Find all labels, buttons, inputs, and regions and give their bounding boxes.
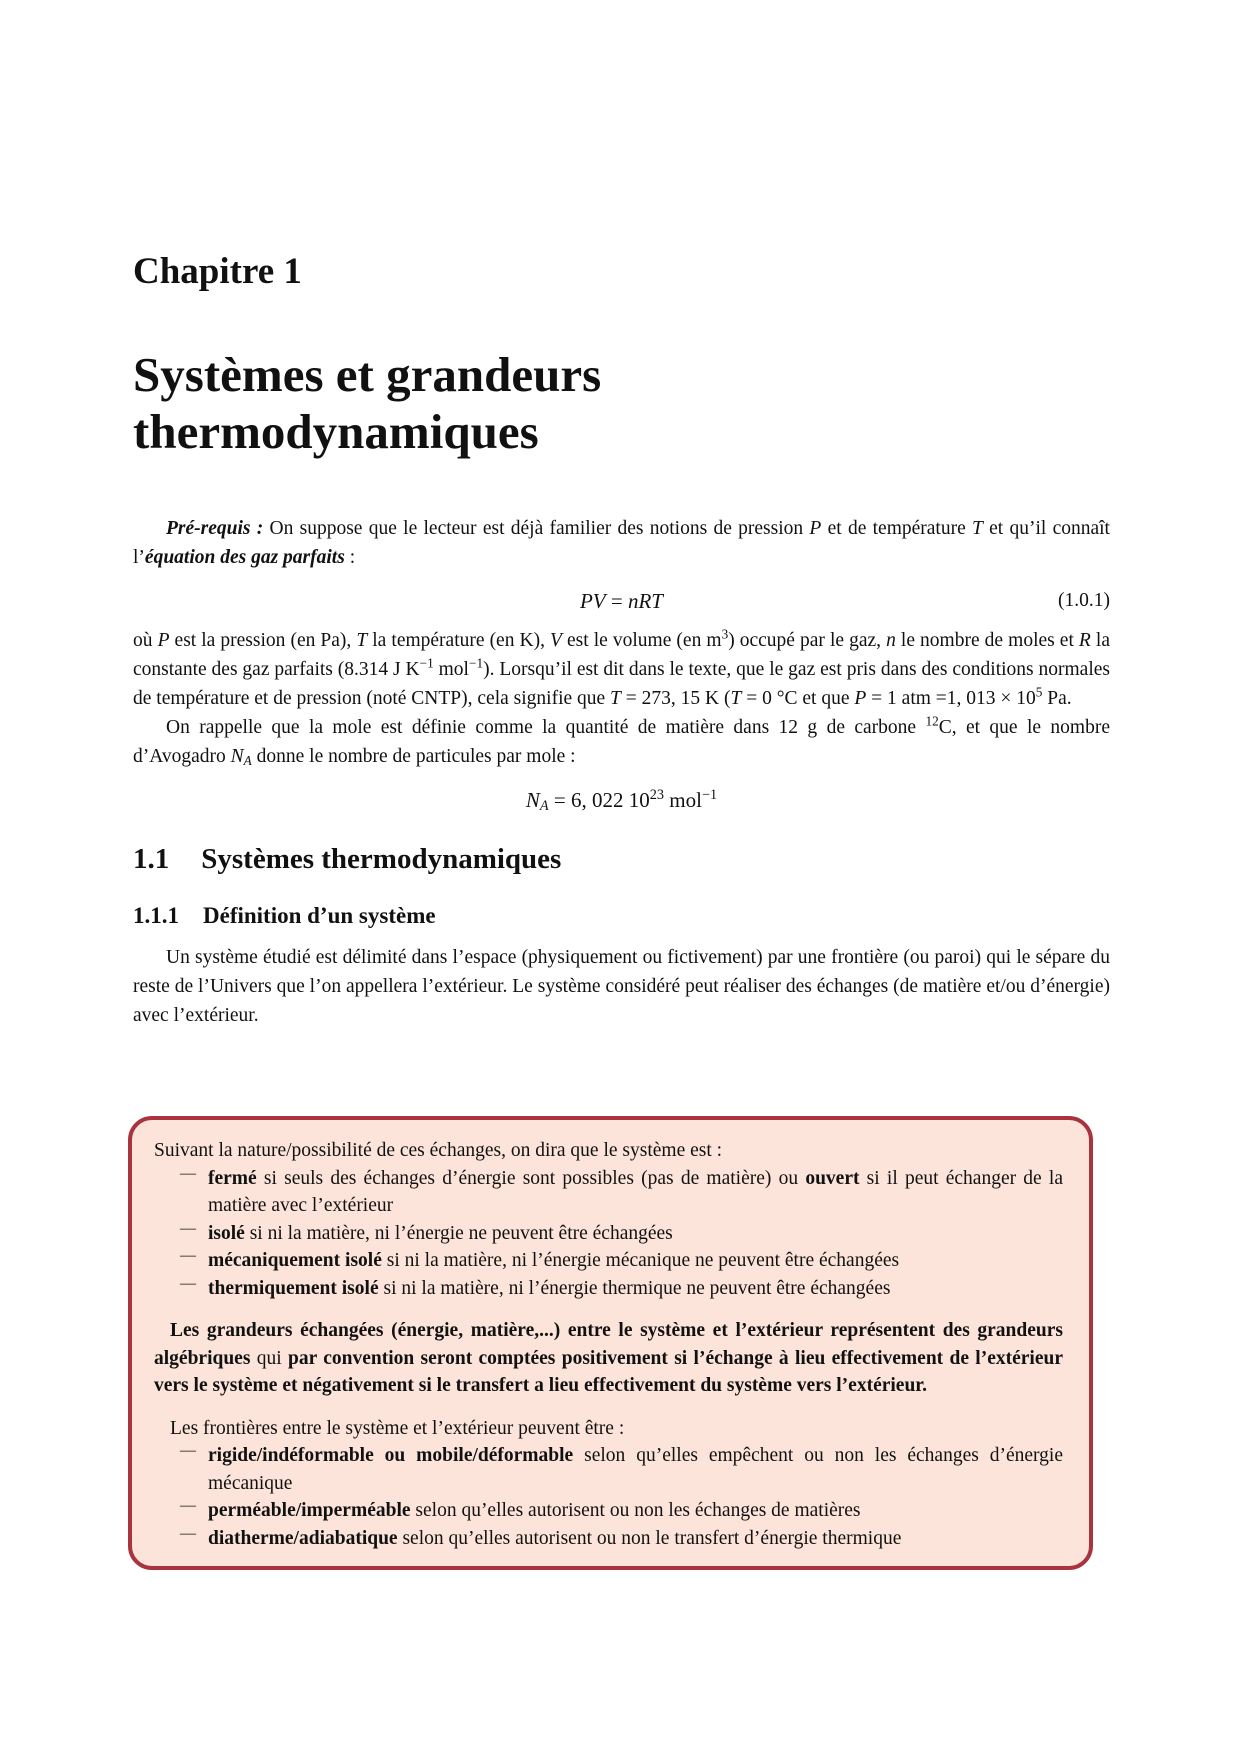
list-item-text: isolé si ni la matière, ni l’énergie ne peuvent être échangées (208, 1222, 673, 1244)
equation-avogadro (133, 785, 1110, 815)
box-frontieres-paragraph: Les frontières entre le système et l’extérieur peuvent être : (170, 1417, 625, 1439)
list-item-text: fermé si seuls des échanges d’énergie sont possibles (pas de matière) ou ouvert si il peut échanger de la matière avec l’extérieur (208, 1167, 1063, 1216)
subsection-number: 1.1.1 (133, 903, 179, 928)
box-list-exchanges (154, 1165, 1063, 1303)
list-item (154, 1247, 1063, 1275)
dash-marker: — (180, 1247, 196, 1264)
equation-avogadro-body: NA = 6, 022 $10^{23}$ mol$^{-1}$ (525, 787, 718, 815)
page-title-line2: thermodynamiques (133, 404, 539, 459)
subsection-title: Définition d’un système (203, 903, 436, 928)
equation-number: (1.0.1) (1058, 590, 1110, 611)
list-item (154, 1275, 1063, 1303)
info-box (128, 1116, 1093, 1570)
list-item-text: thermiquement isolé si ni la matière, ni l’énergie thermique ne peuvent être échangées (208, 1277, 891, 1299)
list-item (154, 1497, 1063, 1525)
dash-marker: — (180, 1524, 196, 1542)
definition-paragraph: Un système étudié est délimité dans l’espace (physiquement ou fictivement) par une frontière (ou paroi) qui le sépare du reste de l’Univers que l’on appellera l’extérieur. Le système considéré peut réaliser des échanges (de matière et/ou d’énergie) avec l’extérieur. (133, 947, 1110, 1026)
list-item (154, 1442, 1063, 1497)
equation-ideal-gas (133, 586, 1110, 616)
mole-paragraph: On rappelle que la mole est définie comme la quantité de matière dans 12 g de carbone $^{12}$C, et que le nombre d’Avogadro NA donne le nombre de particules par mole : (133, 713, 1110, 768)
dash-marker: — (180, 1219, 196, 1237)
dash-marker: — (180, 1164, 196, 1182)
page-title-line1: Systèmes et grandeurs (133, 347, 602, 402)
list-item (154, 1220, 1063, 1248)
section-number: 1.1 (133, 843, 170, 875)
box-intro-paragraph: Suivant la nature/possibilité de ces échanges, on dira que le système est : (154, 1140, 723, 1161)
section-heading-1-1 (133, 841, 1110, 877)
equation-ideal-gas-body: PV = nRT (579, 589, 663, 613)
section-title: Systèmes thermodynamiques (201, 843, 562, 875)
box-algebra-paragraph: Les grandeurs échangées (énergie, matière,...) entre le système et l’extérieur représentent des grandeurs algébriques qui par convention seront comptées positivement si l’échange à lieu effectivement de l’extérieur vers le système et négativement si le transfert a lieu effectivement du système vers l’extérieur. (154, 1320, 1063, 1396)
prerequis-paragraph: Pré-requis : On suppose que le lecteur est déjà familier des notions de pression P et de température T et qu’il connaît l’équation des gaz parfaits : (133, 518, 1110, 568)
page-title (133, 346, 1110, 460)
chapter-label: Chapitre 1 (133, 251, 302, 292)
list-item (154, 1525, 1063, 1553)
dash-marker: — (180, 1497, 196, 1514)
section-heading-1-1-1 (133, 901, 1110, 931)
dash-marker: — (180, 1442, 196, 1459)
gas-law-paragraph: où P est la pression (en Pa), T la température (en K), V est le volume (en $m^3$) occupé par le gaz, n le nombre de moles et R la constante des gaz parfaits (8.314 J $K^{-1}$ mol$^{-1}$). Lorsqu’il est dit dans le texte, que le gaz est pris dans des conditions normales de température et de pression (noté CNTP), cela signifie que T = 273, 15 K (T = 0 °C et que P = 1 atm =1, $013 \times 10^5$ Pa. (133, 626, 1111, 709)
box-list-frontiers (154, 1442, 1063, 1552)
list-item-text: diatherme/adiabatique selon qu’elles autorisent ou non le transfert d’énergie thermique (208, 1527, 902, 1549)
list-item-text: mécaniquement isolé si ni la matière, ni l’énergie mécanique ne peuvent être échangées (208, 1250, 900, 1271)
dash-marker: — (180, 1274, 196, 1292)
list-item-text: perméable/imperméable selon qu’elles autorisent ou non les échanges de matières (208, 1500, 861, 1521)
list-item (154, 1165, 1063, 1220)
list-item-text: rigide/indéformable ou mobile/déformable selon qu’elles empêchent ou non les échanges d’énergie mécanique (208, 1445, 1064, 1494)
